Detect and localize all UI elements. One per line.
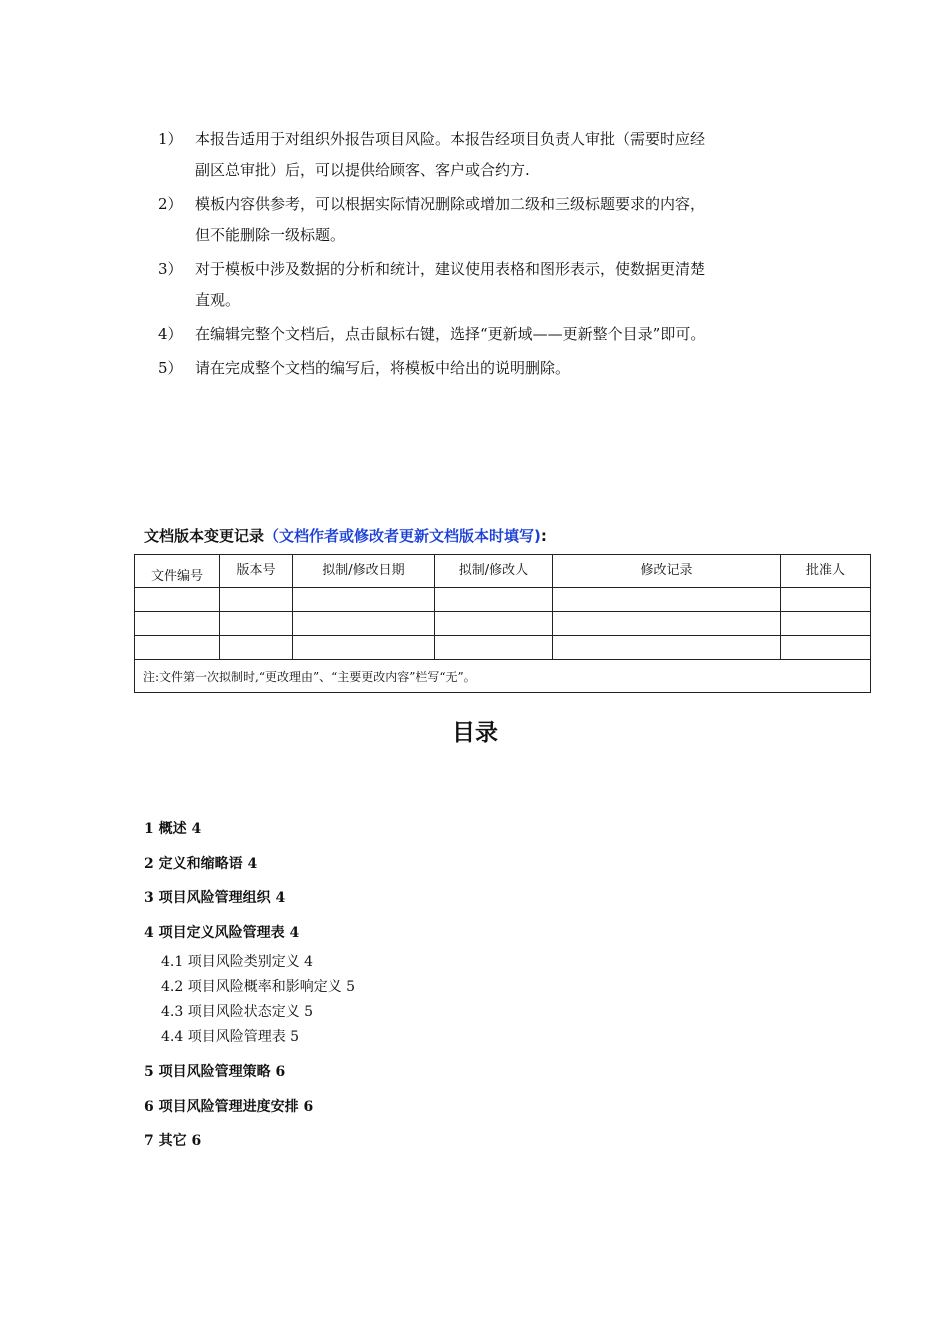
table-row — [135, 636, 871, 660]
instruction-number: 1） — [158, 130, 183, 148]
table-cell[interactable] — [435, 612, 553, 636]
table-note-row — [135, 660, 871, 693]
instruction-text: 模板内容供参考，可以根据实际情况删除或增加二级和三级标题要求的内容， — [195, 195, 706, 213]
version-history-title — [144, 525, 547, 546]
table-cell[interactable] — [553, 612, 781, 636]
column-header-file-number: 文件编号 — [135, 555, 220, 588]
table-cell[interactable] — [220, 636, 293, 660]
instruction-text: 直观。 — [195, 291, 241, 309]
table-cell[interactable] — [781, 612, 871, 636]
instruction-text: 副区总审批）后，可以提供给顾客、客户或合约方. — [195, 161, 530, 179]
version-title-colon: : — [540, 527, 547, 545]
table-cell[interactable] — [135, 612, 220, 636]
instruction-text: 本报告适用于对组织外报告项目风险。本报告经项目负责人审批（需要时应经 — [195, 130, 706, 148]
table-of-contents — [144, 818, 744, 1165]
toc-entry-6[interactable]: 6 项目风险管理进度安排 6 — [144, 1098, 314, 1115]
table-header-row — [135, 555, 871, 588]
toc-entry-4-1[interactable]: 4.1 项目风险类别定义 4 — [161, 954, 314, 970]
table-cell[interactable] — [293, 588, 435, 612]
table-cell[interactable] — [781, 636, 871, 660]
toc-entry-4-3[interactable]: 4.3 项目风险状态定义 5 — [161, 1004, 314, 1020]
toc-entry-2[interactable]: 2 定义和缩略语 4 — [144, 855, 258, 872]
instruction-item-4 — [158, 319, 798, 350]
instruction-text: 对于模板中涉及数据的分析和统计，建议使用表格和图形表示，使数据更清楚 — [195, 260, 706, 278]
toc-entry-1[interactable]: 1 概述 4 — [144, 821, 202, 837]
table-cell[interactable] — [220, 612, 293, 636]
instructions-list — [158, 124, 798, 387]
table-note: 注:文件第一次拟制时,“更改理由”、“主要更改内容”栏写“无”。 — [135, 660, 871, 693]
table-row — [135, 588, 871, 612]
column-header-author: 拟制/修改人 — [435, 555, 553, 588]
version-title-note: （文档作者或修改者更新文档版本时填写) — [264, 527, 541, 545]
instruction-item-2 — [158, 189, 798, 251]
table-cell[interactable] — [135, 588, 220, 612]
table-cell[interactable] — [293, 612, 435, 636]
version-title-main: 文档版本变更记录 — [144, 527, 265, 545]
toc-subentries-4 — [144, 951, 744, 1051]
table-row — [135, 612, 871, 636]
column-header-approver: 批准人 — [781, 555, 871, 588]
column-header-date: 拟制/修改日期 — [293, 555, 435, 588]
instruction-number: 3） — [158, 260, 183, 278]
instruction-text: 但不能删除一级标题。 — [195, 226, 346, 244]
instruction-number: 4） — [158, 325, 183, 343]
instruction-number: 2） — [158, 195, 183, 213]
version-history-table — [134, 554, 871, 693]
table-cell[interactable] — [293, 636, 435, 660]
instruction-number: 5） — [158, 359, 183, 377]
table-cell[interactable] — [435, 636, 553, 660]
table-cell[interactable] — [553, 636, 781, 660]
toc-entry-4[interactable]: 4 项目定义风险管理表 4 — [144, 924, 300, 941]
column-header-version: 版本号 — [220, 555, 293, 588]
instruction-text: 请在完成整个文档的编写后，将模板中给出的说明删除。 — [195, 359, 571, 377]
table-cell[interactable] — [553, 588, 781, 612]
toc-entry-5[interactable]: 5 项目风险管理策略 6 — [144, 1064, 286, 1080]
toc-entry-3[interactable]: 3 项目风险管理组织 4 — [144, 890, 286, 906]
toc-entry-7[interactable]: 7 其它 6 — [144, 1133, 202, 1149]
table-cell[interactable] — [435, 588, 553, 612]
instruction-item-5 — [158, 353, 798, 384]
table-cell[interactable] — [781, 588, 871, 612]
table-cell[interactable] — [220, 588, 293, 612]
toc-heading: 目录 — [452, 720, 498, 746]
instruction-item-3 — [158, 254, 798, 316]
toc-entry-4-2[interactable]: 4.2 项目风险概率和影响定义 5 — [161, 979, 356, 995]
column-header-change-record: 修改记录 — [553, 555, 781, 588]
instruction-text: 在编辑完整个文档后，点击鼠标右键，选择“更新域——更新整个目录”即可。 — [195, 325, 706, 343]
table-cell[interactable] — [135, 636, 220, 660]
instruction-item-1 — [158, 124, 798, 186]
toc-entry-4-4[interactable]: 4.4 项目风险管理表 5 — [161, 1029, 300, 1045]
